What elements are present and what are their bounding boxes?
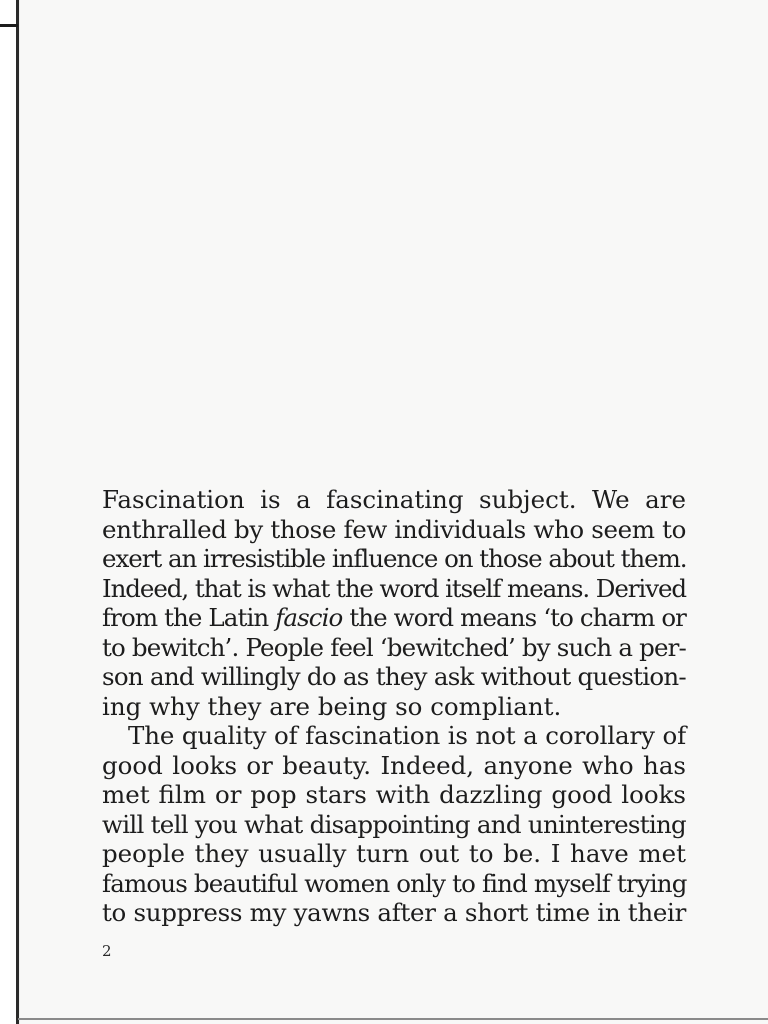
text-line: will tell you what disappointing and uninteresting [102,809,686,839]
text-line: to suppress my yawns after a short time in their [102,898,686,927]
text-line: Indeed, that is what the word itself means. Derived [102,573,686,603]
latin-term: fascio [275,603,343,632]
text-span: the word means ‘to charm or [342,603,687,632]
text-line: people they usually turn out to be. I have met [102,839,686,868]
text-line: good looks or beauty. Indeed, anyone who has [102,750,686,780]
text-line: Fascination is a fascinating subject. We are [102,485,686,514]
text-line: son and willingly do as they ask without question- [102,662,686,691]
binding-edge [0,0,20,1024]
text-line: ing why they are being so compliant. [102,691,562,721]
page-number: 2 [102,942,112,960]
text-line: met film or pop stars with dazzling good looks [102,780,686,809]
text-line: The quality of fascination is not a corollary of [128,721,686,750]
page-bottom-edge [18,1018,768,1020]
text-line [102,603,686,633]
text-line: enthralled by those few individuals who seem to [102,514,686,544]
body-text [102,485,686,928]
text-line: exert an irresistible influence on those about them. [102,544,687,573]
text-span: from the Latin [102,603,276,632]
binding-mark [0,24,18,27]
text-line: to bewitch’. People feel ‘bewitched’ by such a per- [102,632,686,662]
text-line: famous beautiful women only to find myself trying [102,868,687,898]
